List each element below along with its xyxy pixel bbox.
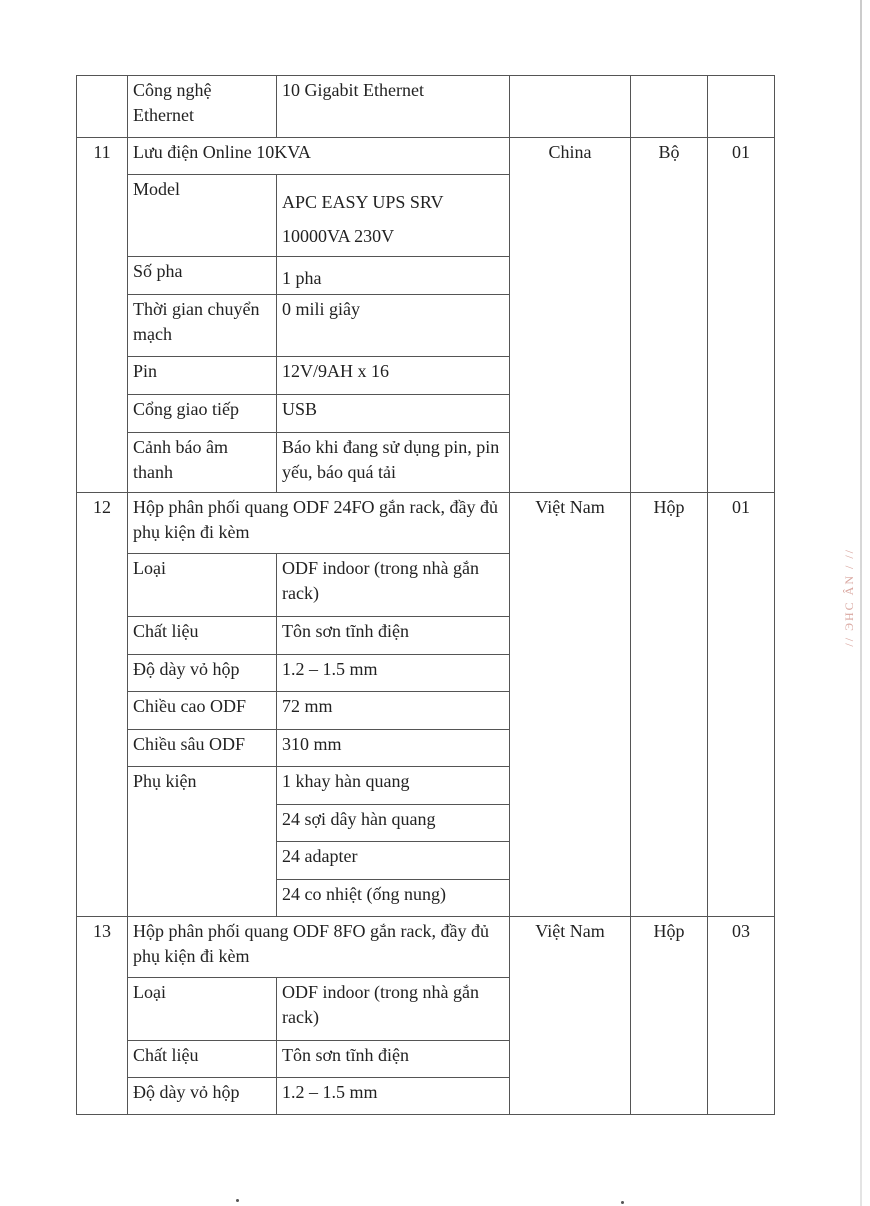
stt-cell: 13 — [77, 917, 128, 1115]
spec-value-text: APC EASY UPS SRV 10000VA 230V — [282, 192, 444, 246]
spec-value: 0 mili giây — [277, 295, 510, 357]
spec-label: Chất liệu — [128, 617, 277, 655]
spec-value: ODF indoor (trong nhà gắn rack) — [277, 554, 510, 617]
table-row — [77, 917, 775, 978]
specification-table — [76, 75, 775, 1115]
spec-label: Pin — [128, 357, 277, 395]
table-row — [77, 138, 775, 175]
spec-label: Cảnh báo âm thanh — [128, 433, 277, 493]
origin-cell: China — [510, 138, 631, 493]
spec-value: Tôn sơn tĩnh điện — [277, 1041, 510, 1078]
spec-label: Model — [128, 175, 277, 257]
page-edge — [860, 0, 862, 1206]
spec-label: Phụ kiện — [128, 767, 277, 917]
origin-cell: Việt Nam — [510, 493, 631, 917]
origin-cell — [510, 76, 631, 138]
spec-label: Thời gian chuyển mạch — [128, 295, 277, 357]
spec-label: Cổng giao tiếp — [128, 395, 277, 433]
qty-cell: 01 — [708, 138, 775, 493]
stt-cell — [77, 76, 128, 138]
spec-label: Số pha — [128, 257, 277, 295]
spec-value: 24 co nhiệt (ống nung) — [277, 880, 510, 917]
stt-cell: 11 — [77, 138, 128, 493]
spec-value-text: 1 pha — [282, 268, 322, 288]
spec-label: Loại — [128, 554, 277, 617]
unit-cell: Hộp — [631, 493, 708, 917]
unit-cell: Bộ — [631, 138, 708, 493]
spec-value: Báo khi đang sử dụng pin, pin yếu, báo quá tải — [277, 433, 510, 493]
spec-value: 310 mm — [277, 730, 510, 767]
qty-cell — [708, 76, 775, 138]
item-title: Hộp phân phối quang ODF 8FO gắn rack, đầy đủ phụ kiện đi kèm — [128, 917, 510, 978]
unit-cell: Hộp — [631, 917, 708, 1115]
spec-value: ODF indoor (trong nhà gắn rack) — [277, 978, 510, 1041]
spec-value: 1.2 – 1.5 mm — [277, 655, 510, 692]
spec-value: 1 khay hàn quang — [277, 767, 510, 805]
spec-label: Độ dày vỏ hộp — [128, 655, 277, 692]
spec-label: Chiều sâu ODF — [128, 730, 277, 767]
spec-value: 72 mm — [277, 692, 510, 730]
spec-label: Chất liệu — [128, 1041, 277, 1078]
spec-value — [277, 257, 510, 295]
spec-label: Công nghệ Ethernet — [128, 76, 277, 138]
spec-value: 24 adapter — [277, 842, 510, 880]
qty-cell: 01 — [708, 493, 775, 917]
spec-label: Chiều cao ODF — [128, 692, 277, 730]
unit-cell — [631, 76, 708, 138]
table-row — [77, 76, 775, 138]
side-stamp-mark: // ЭНС ÂN / // — [842, 548, 856, 647]
spec-value: 10 Gigabit Ethernet — [277, 76, 510, 138]
origin-cell: Việt Nam — [510, 917, 631, 1115]
spec-value: Tôn sơn tĩnh điện — [277, 617, 510, 655]
spec-label: Độ dày vỏ hộp — [128, 1078, 277, 1115]
item-title: Lưu điện Online 10KVA — [128, 138, 510, 175]
scan-speck — [621, 1201, 624, 1204]
spec-value: 1.2 – 1.5 mm — [277, 1078, 510, 1115]
qty-cell: 03 — [708, 917, 775, 1115]
scan-speck — [236, 1199, 239, 1202]
item-title: Hộp phân phối quang ODF 24FO gắn rack, đầy đủ phụ kiện đi kèm — [128, 493, 510, 554]
spec-value: USB — [277, 395, 510, 433]
spec-value: 12V/9AH x 16 — [277, 357, 510, 395]
spec-label: Loại — [128, 978, 277, 1041]
spec-value: 24 sợi dây hàn quang — [277, 805, 510, 842]
spec-value — [277, 175, 510, 257]
table-row — [77, 493, 775, 554]
stt-cell: 12 — [77, 493, 128, 917]
